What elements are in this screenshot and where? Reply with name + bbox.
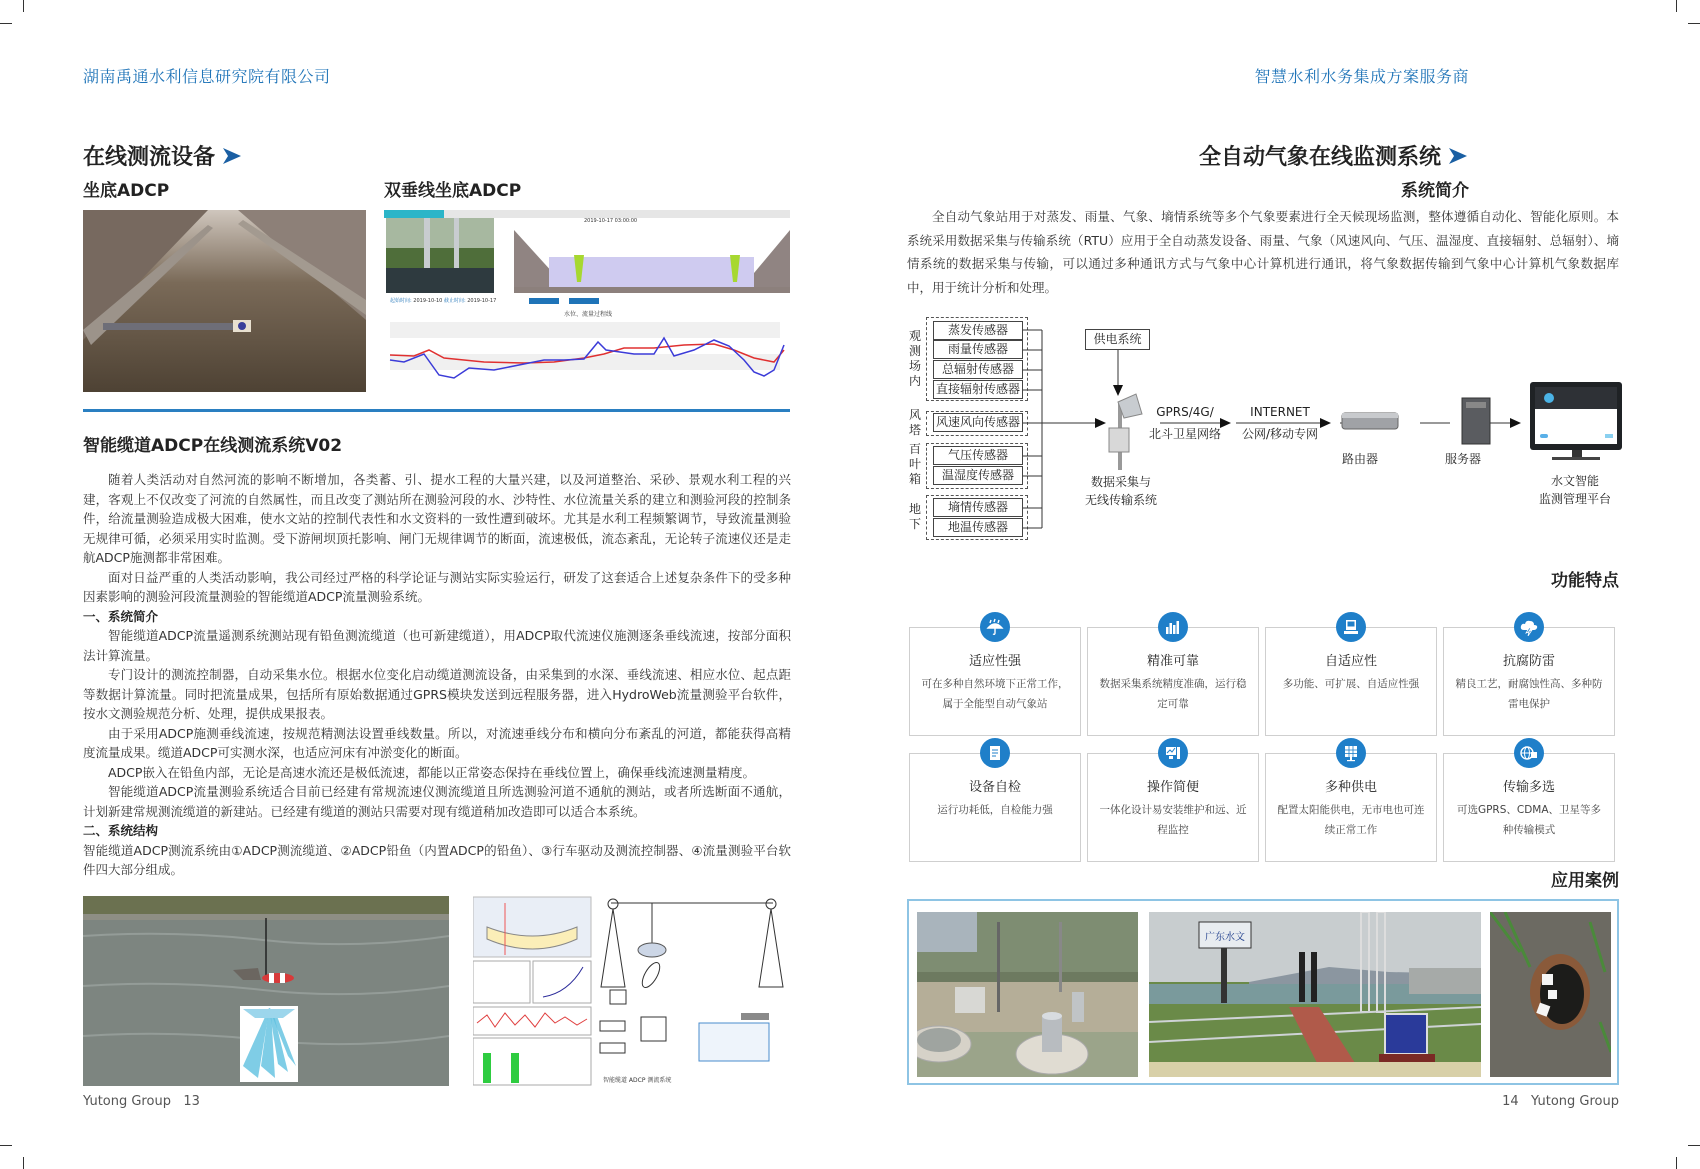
sensor-soil-moisture: 墒情传感器 [933,498,1023,517]
sensor-evaporation: 蒸发传感器 [933,321,1023,340]
canal-photo [83,210,366,392]
feature-title: 操作简便 [1146,780,1199,795]
heading-system-intro: 一、系统简介 [83,608,159,624]
group-label-louver-box: 百 叶 箱 [908,442,921,486]
feature-desc: 精良工艺，耐腐蚀性高、多种防雷电保护 [1455,678,1603,710]
features-heading: 功能特点 [1551,571,1619,591]
feature-desc: 多功能、可扩展、自适应性强 [1282,678,1420,690]
platform-label-line2: 监测管理平台 [1538,492,1611,506]
laptop-icon [1336,612,1366,642]
footer-brand: Yutong Group [1531,1094,1619,1109]
power-system-box: 供电系统 [1085,329,1150,350]
screenshot-chart-title: 水位、流量过程线 [564,311,613,318]
rtu-label [1066,473,1176,509]
application-cases-frame [907,899,1619,1085]
start-label: 起始时间: [390,298,412,304]
footer-left [83,1094,200,1109]
sensor-wind: 风速风向传感器 [933,413,1023,432]
intro-text: 全自动气象站用于对蒸发、雨量、气象、墒情系统等多个气象要素进行全天候现场监测，整体遵循自动化、智能化原则。本系统采用数据采集与传输系统（RTU）应用于全自动蒸发设备、雨量、气象（风速风向、气压、温湿度、直接辐射、总辐射）、墒情系统的数据采集与传输，可以通过多种通讯方式与气象中心计算机进行通讯，将气象数据传输到气象中心计算机气象数据库中，用于统计分析和处理。 [907,209,1619,295]
end-date: 2019-10-17 [467,298,497,304]
feature-card [1087,627,1259,736]
paragraph: ADCP嵌入在铅鱼内部，无论是高速水流还是极低流速，都能以正常姿态保持在垂线位置上，确保垂线流速测量精度。 [108,764,755,780]
server-label: 服务器 [1444,452,1481,466]
paragraph: 智能缆道ADCP测流系统由①ADCP测流缆道、②ADCP铅鱼（内置ADCP的铅鱼）、③行车驱动及测流控制器、④流量测验平台软件四大部分组成。 [83,842,791,877]
page-number: 14 [1502,1094,1519,1109]
feature-card [1265,753,1437,862]
feature-title: 适应性强 [968,654,1021,669]
heading-system-structure: 二、系统结构 [83,823,159,838]
group-label-underground: 地 下 [908,502,921,531]
paragraph: 智能缆道ADCP流量遥测系统测站现有铅鱼测流缆道（也可新建缆道），用ADCP取代流速仪施测逐条垂线流速，按部分面积法计算流量。 [83,628,791,663]
umbrella-rain-icon [980,612,1010,642]
station-sign-text: 广东水文 [1205,932,1245,943]
feature-title: 抗腐防雷 [1502,654,1555,669]
product-title-dual-adcp: 双垂线坐底ADCP [384,181,522,201]
document-check-icon [980,738,1010,768]
globe-network-icon [1514,738,1544,768]
dual-adcp-software-screenshot [384,210,790,392]
company-slogan: 智慧水利水务集成方案服务商 [1254,67,1469,86]
feature-card [909,627,1081,736]
rtu-label-line2: 无线传输系统 [1084,493,1157,507]
section-title-text: 全自动气象在线监测系统 [1198,145,1441,170]
feature-desc: 一体化设计易安装维护和远、近程监控 [1099,804,1247,836]
group-label-wind-tower: 风 塔 [908,408,921,437]
wireless-link-bottom: 北斗卫星网络 [1148,427,1221,441]
desktop-icon [1158,738,1188,768]
feature-desc: 配置太阳能供电，无市电也可连续正常工作 [1277,804,1425,836]
internet-link-bottom: 公网/移动专网 [1241,427,1319,441]
wireless-link-top: GPRS/4G/ [1156,405,1214,419]
feature-card [1087,753,1259,862]
sensor-pressure: 气压传感器 [933,446,1023,465]
feature-title: 自适应性 [1324,654,1377,669]
platform-label-line1: 水文智能 [1550,474,1599,488]
system-title: 智能缆道ADCP在线测流系统V02 [83,436,343,456]
intro-heading: 系统简介 [1401,181,1469,201]
diagram-caption: 智能缆道 ADCP 测流系统 [603,1077,672,1084]
bar-chart-icon [1158,612,1188,642]
cloud-lightning-icon [1514,612,1544,642]
sensor-temp-humidity: 温湿度传感器 [933,466,1023,485]
company-name: 湖南禹通水利信息研究院有限公司 [83,67,331,86]
feature-desc: 可选GPRS、CDMA、卫星等多种传输模式 [1456,804,1602,836]
sensor-direct-radiation: 直接辐射传感器 [933,380,1023,399]
screenshot-timestamp: 2019-10-17 03:00:00 [584,218,638,224]
sensor-soil-temp: 地温传感器 [933,518,1023,537]
footer-brand: Yutong Group [83,1094,171,1109]
sensor-total-radiation: 总辐射传感器 [933,360,1023,379]
feature-title: 设备自检 [968,780,1021,795]
feature-title: 多种供电 [1324,780,1377,795]
chevron-right-icon [221,146,243,166]
page-number: 13 [183,1094,200,1109]
start-date: 2019-10-10 [413,298,443,304]
feature-desc: 数据采集系统精度准确，运行稳定可靠 [1099,678,1247,710]
screenshot-date-range [390,297,496,304]
feature-desc: 可在多种自然环境下正常工作，属于全能型自动气象站 [921,678,1069,710]
feature-card [909,753,1081,862]
paragraph: 随着人类活动对自然河流的影响不断增加，各类蓄、引、提水工程的大量兴建，以及河道整治、采砂、景观水利工程的兴建，客观上不仅改变了河流的自然属性，而且改变了测站所在测验河段的水、沙特性、水位流量关系的建立和测验河段的控制条件，给流量测验造成极大困难，使水文站的控制代表性和水文资料的一致性遭到破坏。尤其是水利工程频繁调节，导致流量测验无规律可循，必须采用实时监测。受下游闸坝顶托影响、闸门无规律调节的断面，流速极低，流态紊乱，无论转子流速仪还是走航ADCP施测都非常困难。 [83,472,791,565]
group-label-observation-field: 观 测 场 内 [908,329,921,388]
footer-right [1502,1094,1619,1109]
paragraph: 面对日益严重的人类活动影响，我公司经过严格的科学论证与测站实际实验运行，研发了这套适合上述复杂条件下的受多种因素影响的测验河段流量测验的智能缆道ADCP流量测验系统。 [83,569,791,604]
case-photo-hydrology-station [1149,912,1481,1077]
paragraph: 智能缆道ADCP流量测验系统适合目前已经建有常规流速仪测流缆道且所选测验河道不通航的测站，或者所选断面不通航，计划新建常规测流缆道的新建站。已经建有缆道的测站只需要对现有缆道稍加改造即可以适合本系统。 [83,784,791,819]
case-photo-weather-station [917,912,1138,1077]
feature-card [1443,753,1615,862]
product-title-adcp: 坐底ADCP [83,181,170,201]
system-description [83,470,791,880]
section-title-text: 在线测流设备 [83,145,216,170]
feature-card [1265,627,1437,736]
router-label: 路由器 [1341,452,1378,466]
internet-link-top: INTERNET [1250,405,1310,419]
feature-title: 精准可靠 [1146,654,1199,669]
sensor-rainfall: 雨量传感器 [933,340,1023,359]
end-label: 截止时间: [443,298,466,304]
section-divider [83,409,790,412]
feature-title: 传输多选 [1502,780,1555,795]
paragraph: 专门设计的测流控制器，自动采集水位。根据水位变化启动缆道测流设备，由采集到的水深、垂线流速、相应水位、起点距等数据计算流量。同时把流量成果，包括所有原始数据通过GPRS模块发送到远程服务器，进入HydroWeb流量测验平台软件，按水文测验规范分析、处理，提供成果报表。 [83,667,791,721]
section-title [1199,140,1469,171]
chevron-right-icon [1447,146,1469,166]
rtu-label-line1: 数据采集与 [1090,475,1151,489]
section-title [83,140,243,171]
system-structure-diagram [473,895,800,1087]
solar-panel-icon [1336,738,1366,768]
adcp-fish-photo [83,896,449,1086]
feature-desc: 运行功耗低，自检能力强 [937,804,1053,816]
case-photo-soil-sensor [1490,912,1611,1077]
feature-card [1443,627,1615,736]
cases-heading: 应用案例 [1551,871,1619,891]
paragraph: 由于采用ADCP施测垂线流速，按规范精测法设置垂线数量。所以，对流速垂线分布和横向分布紊乱的河道，都能获得高精度流量成果。缆道ADCP可实测水深，也适应河床有冲淤变化的断面。 [83,725,791,760]
platform-label [1520,472,1630,508]
